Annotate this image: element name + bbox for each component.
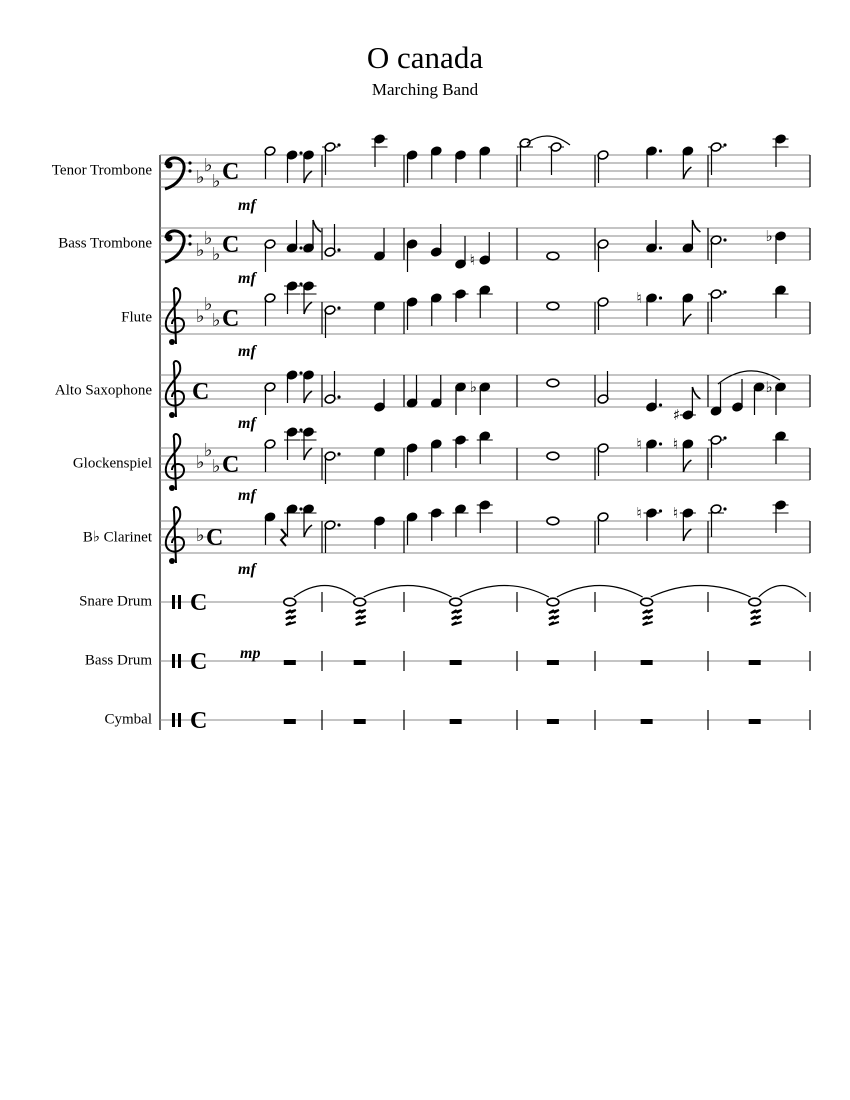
treble-clef-icon <box>166 434 184 490</box>
percussion-clef-icon <box>172 595 175 609</box>
common-time-icon: C <box>222 159 240 185</box>
eighth-flag <box>692 387 700 399</box>
augmentation-dot <box>299 151 302 154</box>
augmentation-dot <box>659 246 662 249</box>
augmentation-dot <box>659 403 662 406</box>
whole-rest <box>641 719 653 724</box>
whole-rest <box>547 719 559 724</box>
dynamic-marking: mf <box>238 197 256 214</box>
percussion-clef-icon <box>178 654 181 668</box>
augmentation-dot <box>659 149 662 152</box>
eighth-flag <box>313 220 321 232</box>
common-time-icon: C <box>190 590 208 616</box>
note-head <box>749 598 761 606</box>
treble-clef-icon <box>166 507 184 563</box>
treble-clef-icon <box>169 485 175 491</box>
treble-clef-icon <box>169 412 175 418</box>
instrument-name: Flute <box>121 309 152 326</box>
note-head <box>641 598 653 606</box>
common-time-icon: C <box>190 649 208 675</box>
augmentation-dot <box>659 509 662 512</box>
note-head <box>450 598 462 606</box>
eighth-flag <box>304 302 312 314</box>
key-flat-icon: ♭ <box>196 452 205 473</box>
score-subtitle: Marching Band <box>371 80 479 99</box>
note-head <box>547 252 559 260</box>
treble-clef-icon <box>166 288 184 344</box>
bass-clef-icon <box>166 235 173 242</box>
eighth-flag <box>304 525 312 537</box>
whole-rest <box>749 660 761 665</box>
note-head <box>547 517 559 525</box>
instrument-name: Snare Drum <box>79 593 152 610</box>
instrument-name: Tenor Trombone <box>51 162 152 179</box>
key-flat-icon: ♭ <box>204 228 213 249</box>
whole-rest <box>450 719 462 724</box>
eighth-flag <box>692 220 700 232</box>
augmentation-dot <box>723 290 726 293</box>
flat-accidental-icon: ♭ <box>765 227 773 245</box>
tie <box>294 586 356 598</box>
key-flat-icon: ♭ <box>196 525 205 546</box>
eighth-flag <box>304 448 312 460</box>
instrument-name: Glockenspiel <box>72 455 152 472</box>
percussion-clef-icon <box>178 713 181 727</box>
augmentation-dot <box>337 143 340 146</box>
bass-clef-icon <box>188 169 191 172</box>
instrument-name: Cymbal <box>104 711 152 728</box>
tremolo-icon <box>643 610 653 625</box>
tie <box>557 586 643 598</box>
eighth-flag <box>683 314 691 326</box>
augmentation-dot <box>299 246 302 249</box>
staff-cymbal <box>160 708 810 734</box>
flat-accidental-icon: ♭ <box>765 378 773 396</box>
staff-b-clarinet <box>160 487 810 564</box>
augmentation-dot <box>299 507 302 510</box>
key-flat-icon: ♭ <box>212 244 221 265</box>
percussion-clef-icon <box>178 595 181 609</box>
key-flat-icon: ♭ <box>212 171 221 192</box>
common-time-icon: C <box>206 525 224 551</box>
nat-accidental-icon: ♮ <box>636 504 642 522</box>
key-flat-icon: ♭ <box>196 240 205 261</box>
instrument-name: B♭ Clarinet <box>82 529 152 546</box>
instrument-name: Bass Drum <box>84 652 152 669</box>
key-flat-icon: ♭ <box>212 456 221 477</box>
note-head <box>547 379 559 387</box>
whole-rest <box>641 660 653 665</box>
whole-rest <box>284 719 296 724</box>
key-flat-icon: ♭ <box>204 440 213 461</box>
dynamic-marking: mf <box>238 270 256 287</box>
eighth-flag <box>304 171 312 183</box>
staff-tenor-trombone <box>160 134 810 192</box>
whole-rest <box>284 660 296 665</box>
bass-clef-icon <box>188 234 191 237</box>
nat-accidental-icon: ♮ <box>672 504 679 522</box>
bass-clef-icon <box>166 162 173 169</box>
note-head <box>547 302 559 310</box>
dynamic-marking: mp <box>240 645 261 662</box>
key-flat-icon: ♭ <box>204 294 213 315</box>
augmentation-dot <box>723 436 726 439</box>
slur <box>527 136 570 145</box>
eighth-flag <box>683 460 691 472</box>
whole-rest <box>547 660 559 665</box>
augmentation-dot <box>659 442 662 445</box>
tremolo-icon <box>356 610 366 625</box>
augmentation-dot <box>337 306 340 309</box>
score-title: O canada <box>366 40 484 75</box>
eighth-flag <box>683 529 691 541</box>
augmentation-dot <box>299 428 302 431</box>
treble-clef-icon <box>169 339 175 345</box>
augmentation-dot <box>337 523 340 526</box>
percussion-clef-icon <box>172 713 175 727</box>
dynamic-marking: mf <box>238 487 256 504</box>
augmentation-dot <box>299 371 302 374</box>
augmentation-dot <box>299 282 302 285</box>
staff-flute <box>160 270 810 345</box>
tremolo-icon <box>549 610 559 625</box>
staff-bass-trombone <box>160 197 810 272</box>
bass-clef-icon <box>188 242 191 245</box>
common-time-icon: C <box>192 379 210 405</box>
key-flat-icon: ♭ <box>204 155 213 176</box>
instrument-name: Bass Trombone <box>58 235 152 252</box>
augmentation-dot <box>337 452 340 455</box>
tie <box>364 586 452 598</box>
common-time-icon: C <box>222 452 240 478</box>
tremolo-icon <box>452 610 462 625</box>
whole-rest <box>749 719 761 724</box>
dynamic-marking: mf <box>238 343 256 360</box>
tie <box>651 586 751 598</box>
staff-bass-drum <box>160 645 810 675</box>
augmentation-dot <box>337 248 340 251</box>
key-flat-icon: ♭ <box>196 167 205 188</box>
sharp-accidental-icon: ♯ <box>672 406 681 424</box>
common-time-icon: C <box>222 232 240 258</box>
note-head <box>547 598 559 606</box>
augmentation-dot <box>659 296 662 299</box>
dynamic-marking: mf <box>238 415 256 432</box>
tremolo-icon <box>286 610 296 625</box>
common-time-icon: C <box>190 708 208 734</box>
whole-rest <box>450 660 462 665</box>
whole-rest <box>354 660 366 665</box>
note-head <box>547 452 559 460</box>
percussion-clef-icon <box>172 654 175 668</box>
tremolo-icon <box>751 610 761 625</box>
nat-accidental-icon: ♮ <box>636 435 642 453</box>
nat-accidental-icon: ♮ <box>469 251 476 269</box>
staff-glockenspiel <box>160 415 810 491</box>
tie <box>759 586 806 598</box>
key-flat-icon: ♭ <box>212 310 221 331</box>
dynamic-marking: mf <box>238 561 256 578</box>
whole-rest <box>354 719 366 724</box>
treble-clef-icon <box>166 361 184 417</box>
nat-accidental-icon: ♮ <box>636 289 642 307</box>
augmentation-dot <box>337 395 340 398</box>
eighth-flag <box>683 167 691 179</box>
key-flat-icon: ♭ <box>196 306 205 327</box>
staff-alto-saxophone <box>160 343 810 424</box>
treble-clef-icon <box>169 558 175 564</box>
augmentation-dot <box>723 238 726 241</box>
staff-snare-drum <box>160 561 810 625</box>
eighth-flag <box>304 391 312 403</box>
augmentation-dot <box>723 143 726 146</box>
flat-accidental-icon: ♭ <box>469 378 477 396</box>
augmentation-dot <box>723 507 726 510</box>
instrument-name: Alto Saxophone <box>54 382 152 399</box>
note-head <box>354 598 366 606</box>
note-head <box>284 598 296 606</box>
common-time-icon: C <box>222 306 240 332</box>
tie <box>460 586 549 598</box>
nat-accidental-icon: ♮ <box>672 435 679 453</box>
bass-clef-icon <box>188 161 191 164</box>
